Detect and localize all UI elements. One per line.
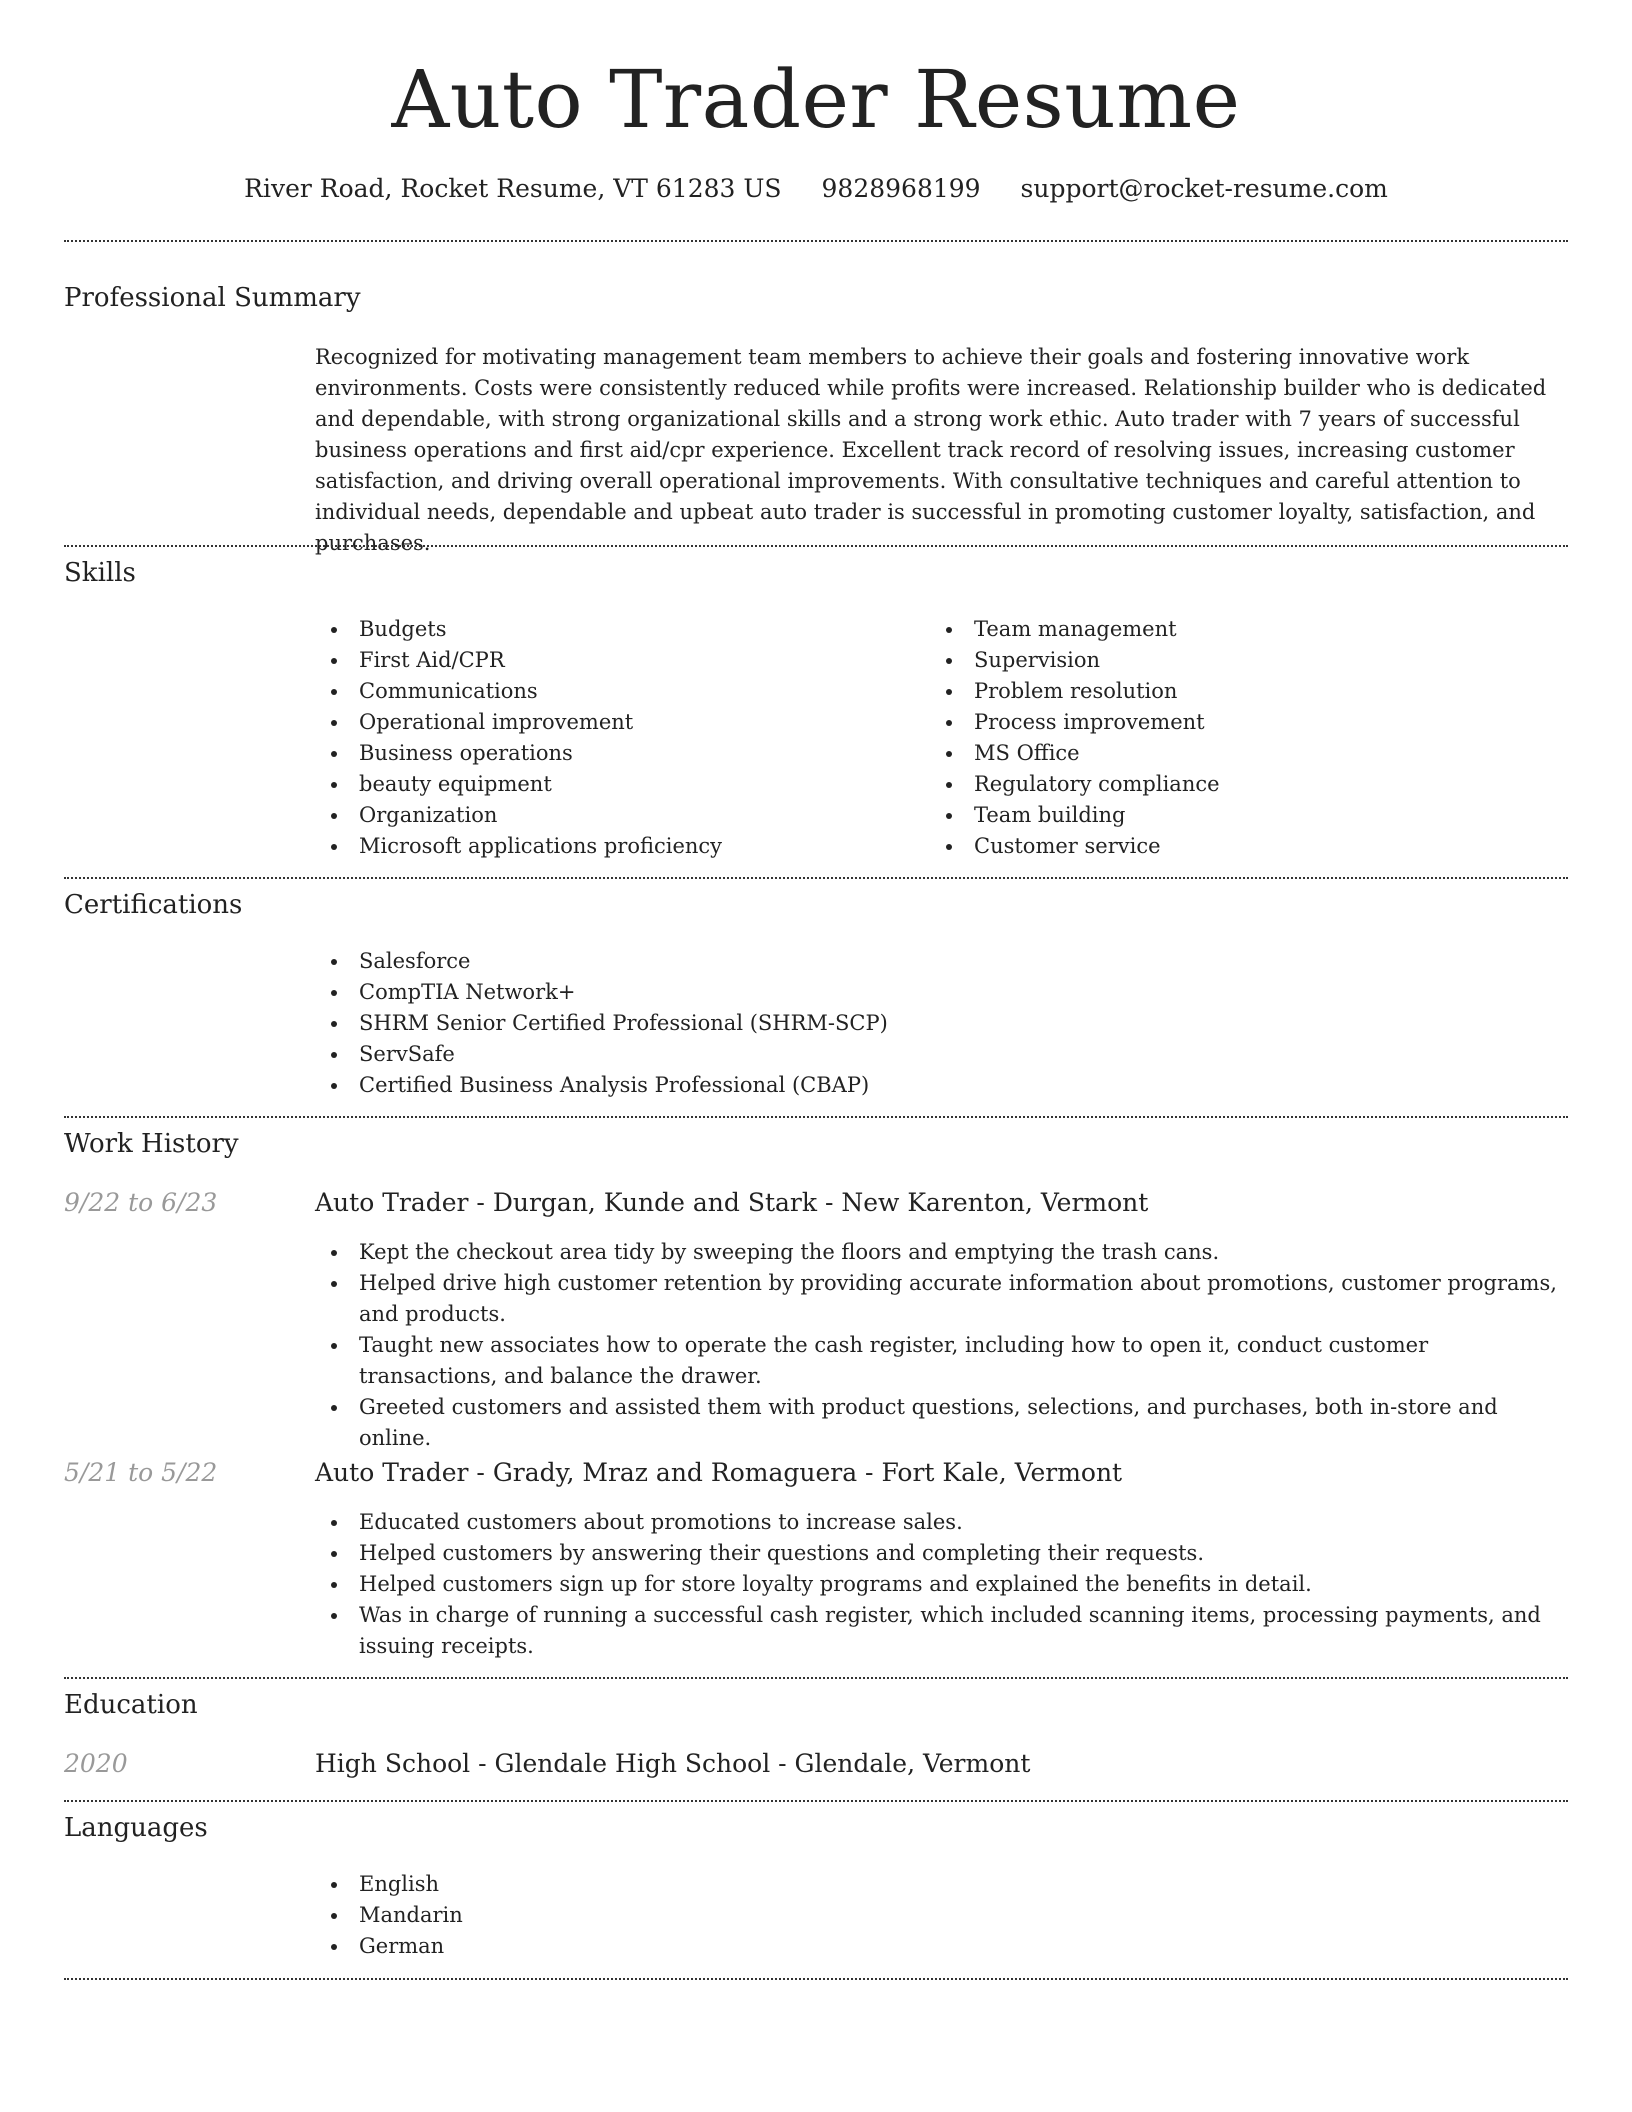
divider: [64, 240, 1568, 242]
education-year: 2020: [64, 1749, 128, 1778]
list-item: beauty equipment: [315, 769, 915, 800]
job-bullets: [315, 1237, 1570, 1454]
education-heading-line: High School - Glendale High School - Glendale, Vermont: [315, 1749, 1031, 1778]
divider: [64, 545, 1568, 547]
skills-list-right: [930, 614, 1530, 862]
list-item: Process improvement: [930, 707, 1530, 738]
list-item: Helped customers by answering their questions and completing their requests.: [315, 1538, 1570, 1569]
certifications-heading: Certifications: [64, 890, 243, 920]
summary-text: Recognized for motivating management team members to achieve their goals and fostering innovative work environments. Costs were consistently reduced while profits were increased. Relationship builder who is dedicated and dependable, with strong organizational skills and a strong work ethic. Auto trader with 7 years of successful business operations and first aid/cpr experience. Excellent track record of resolving issues, increasing customer satisfaction, and driving overall operational improvements. With consultative techniques and careful attention to individual needs, dependable and upbeat auto trader is successful in promoting customer loyalty, satisfaction, and purchases.: [315, 345, 1547, 555]
job-dates: 5/21 to 5/22: [64, 1458, 218, 1487]
list-item: Helped customers sign up for store loyalty programs and explained the benefits in detail.: [315, 1569, 1570, 1600]
list-item: Problem resolution: [930, 676, 1530, 707]
job-heading: Auto Trader - Grady, Mraz and Romaguera - Fort Kale, Vermont: [315, 1458, 1123, 1487]
resume-title: Auto Trader Resume: [391, 53, 1241, 146]
job-dates: 9/22 to 6/23: [64, 1188, 218, 1217]
list-item: Mandarin: [315, 1900, 915, 1931]
list-item: Kept the checkout area tidy by sweeping the floors and emptying the trash cans.: [315, 1237, 1570, 1268]
list-item: Microsoft applications proficiency: [315, 831, 915, 862]
list-item: Taught new associates how to operate the cash register, including how to open it, conduct customer transactions, and balance the drawer.: [315, 1330, 1570, 1392]
list-item: Operational improvement: [315, 707, 915, 738]
skills-heading: Skills: [64, 558, 136, 588]
job-heading: Auto Trader - Durgan, Kunde and Stark - New Karenton, Vermont: [315, 1188, 1149, 1217]
list-item: English: [315, 1869, 915, 1900]
email-text: support@rocket-resume.com: [1020, 174, 1388, 203]
job-bullets: [315, 1507, 1570, 1662]
certifications-list: [315, 946, 1515, 1101]
list-item: Team management: [930, 614, 1530, 645]
divider: [64, 1677, 1568, 1679]
list-item: Customer service: [930, 831, 1530, 862]
list-item: SHRM Senior Certified Professional (SHRM-SCP): [315, 1008, 1515, 1039]
languages-heading: Languages: [64, 1813, 208, 1843]
contact-line: [0, 172, 1632, 206]
address-text: River Road, Rocket Resume, VT 61283 US: [244, 174, 782, 203]
list-item: Regulatory compliance: [930, 769, 1530, 800]
divider: [64, 877, 1568, 879]
work-history-heading: Work History: [64, 1129, 239, 1159]
list-item: Was in charge of running a successful cash register, which included scanning items, processing payments, and issuing receipts.: [315, 1600, 1570, 1662]
list-item: Helped drive high customer retention by providing accurate information about promotions, customer programs, and products.: [315, 1268, 1570, 1330]
divider: [64, 1978, 1568, 1980]
list-item: Budgets: [315, 614, 915, 645]
list-item: Organization: [315, 800, 915, 831]
list-item: CompTIA Network+: [315, 977, 1515, 1008]
list-item: Educated customers about promotions to increase sales.: [315, 1507, 1570, 1538]
list-item: Supervision: [930, 645, 1530, 676]
divider: [64, 1800, 1568, 1802]
list-item: Salesforce: [315, 946, 1515, 977]
phone-text: 9828968199: [821, 174, 981, 203]
education-heading: Education: [64, 1690, 198, 1720]
list-item: Communications: [315, 676, 915, 707]
list-item: Team building: [930, 800, 1530, 831]
list-item: Greeted customers and assisted them with product questions, selections, and purchases, both in-store and online.: [315, 1392, 1570, 1454]
list-item: MS Office: [930, 738, 1530, 769]
list-item: ServSafe: [315, 1039, 1515, 1070]
skills-list-left: [315, 614, 915, 862]
list-item: Business operations: [315, 738, 915, 769]
languages-list: [315, 1869, 915, 1962]
list-item: Certified Business Analysis Professional (CBAP): [315, 1070, 1515, 1101]
summary-heading: Professional Summary: [64, 283, 361, 313]
divider: [64, 1116, 1568, 1118]
list-item: First Aid/CPR: [315, 645, 915, 676]
list-item: German: [315, 1931, 915, 1962]
